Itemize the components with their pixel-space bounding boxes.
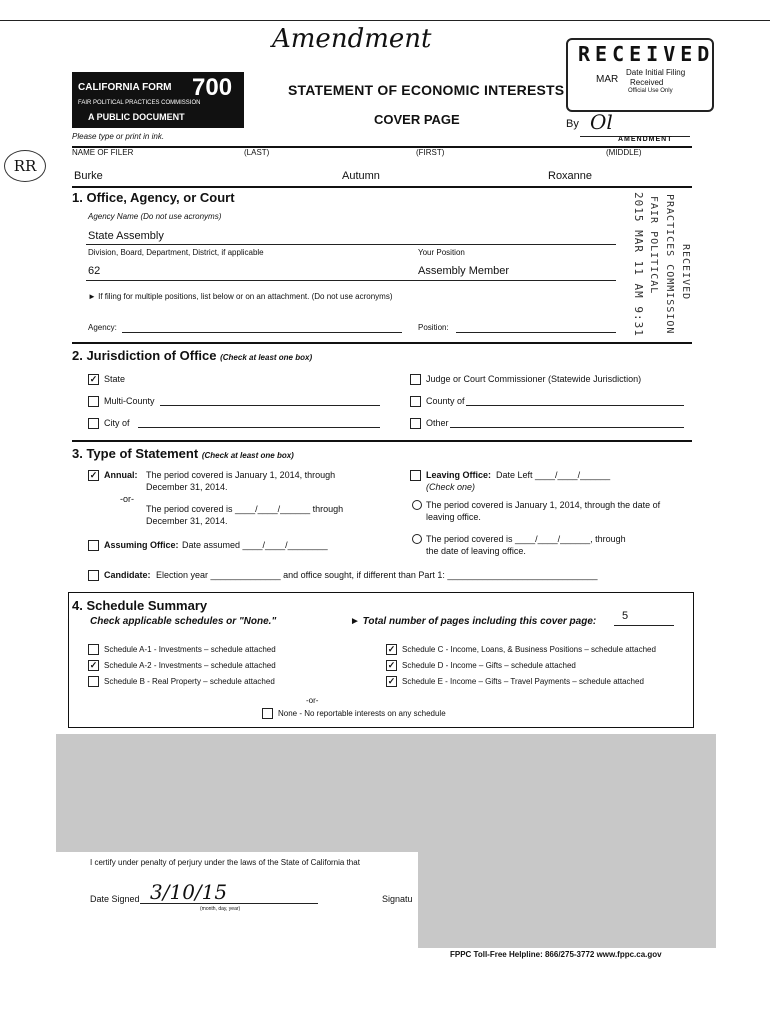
- schedule-a1-label: Schedule A-1 - Investments – schedule attached: [104, 645, 276, 654]
- filer-middle-name: Roxanne: [548, 170, 593, 182]
- annual-text2: December 31, 2014.: [146, 482, 228, 492]
- date-signed-value: 3/10/15: [150, 880, 228, 904]
- leaving-label: Leaving Office:: [426, 470, 492, 480]
- stamp-month: MAR: [596, 74, 619, 85]
- section4-or: -or-: [306, 696, 319, 705]
- assuming-text: Date assumed ____/____/________: [182, 540, 328, 550]
- top-rule: [0, 20, 770, 21]
- position-line-label: Position:: [418, 323, 449, 332]
- side-stamp-line3: PRACTICES COMMISSION: [664, 194, 675, 335]
- stamp-received: Received: [630, 78, 664, 87]
- form-700-badge: [72, 72, 244, 128]
- city-checkbox[interactable]: [88, 418, 99, 429]
- filer-last-name: Burke: [74, 170, 103, 182]
- redaction-block-lower: [418, 852, 716, 948]
- multiple-positions-note: ► If filing for multiple positions, list below or on an attachment. (Do not use acronyms): [88, 292, 393, 301]
- schedule-b-checkbox[interactable]: [88, 676, 99, 687]
- city-label: City of: [104, 418, 130, 428]
- date-signed-line: [140, 903, 318, 904]
- annual-checkbox[interactable]: ✓: [89, 470, 98, 480]
- badge-line1: CALIFORNIA FORM: [78, 82, 172, 93]
- state-checkbox[interactable]: ✓: [89, 374, 98, 384]
- leaving-option2b: the date of leaving office.: [426, 546, 526, 556]
- side-stamp-line4: RECEIVED: [680, 244, 691, 301]
- county-checkbox[interactable]: [410, 396, 421, 407]
- helpline: FPPC Toll-Free Helpline: 866/275-3772 www.fppc.ca.gov: [450, 950, 662, 959]
- annual-alt1: The period covered is ____/____/______ through: [146, 504, 344, 514]
- other-line: [450, 427, 684, 428]
- annual-alt2: December 31, 2014.: [146, 516, 228, 526]
- received-stamp-word: RECEIVED: [578, 42, 715, 66]
- leaving-option1-radio[interactable]: [412, 500, 422, 510]
- public-document-label: A PUBLIC DOCUMENT: [88, 112, 185, 122]
- side-stamp-date: 2015 MAR 11 AM 9:31: [632, 192, 645, 337]
- annual-text1: The period covered is January 1, 2014, through: [146, 470, 336, 480]
- schedule-e-label: Schedule E - Income – Gifts – Travel Payments – schedule attached: [402, 677, 644, 686]
- initials-circle: RR: [4, 150, 46, 182]
- section2-bottom-rule: [72, 440, 692, 442]
- schedule-a1-checkbox[interactable]: [88, 644, 99, 655]
- multi-county-label: Multi-County: [104, 396, 155, 406]
- section3-hint: (Check at least one box): [201, 451, 294, 460]
- total-pages-label: ► Total number of pages including this cover page:: [350, 616, 597, 627]
- schedule-e-checkbox[interactable]: ✓: [387, 676, 396, 686]
- assuming-label: Assuming Office:: [104, 540, 179, 550]
- position-label: Your Position: [418, 248, 465, 257]
- stamp-by: By: [566, 118, 579, 130]
- leaving-checkbox[interactable]: [410, 470, 421, 481]
- section4-check-label: Check applicable schedules or "None.": [90, 616, 277, 627]
- other-label: Other: [426, 418, 449, 428]
- section4-title: 4. Schedule Summary: [72, 598, 208, 613]
- section2-title: 2. Jurisdiction of Office (Check at least one box): [72, 348, 313, 363]
- candidate-label: Candidate:: [104, 570, 151, 580]
- none-label: None - No reportable interests on any schedule: [278, 709, 446, 718]
- leaving-option1b: leaving office.: [426, 512, 481, 522]
- county-line: [466, 405, 684, 406]
- side-stamp-line2: FAIR POLITICAL: [648, 196, 659, 295]
- county-label: County of: [426, 396, 465, 406]
- multi-position-line: [456, 332, 616, 333]
- section2-hint: (Check at least one box): [220, 353, 313, 362]
- leaving-option2a: The period covered is ____/____/______, through: [426, 534, 626, 544]
- schedule-c-checkbox[interactable]: ✓: [387, 644, 396, 654]
- total-pages-value: 5: [622, 610, 629, 622]
- stamp-date-initial: Date Initial Filing: [626, 68, 686, 77]
- filer-bottom-rule: [72, 186, 692, 188]
- multi-county-line: [160, 405, 380, 406]
- stamp-initials-signature: Ol: [590, 110, 613, 134]
- none-checkbox[interactable]: [262, 708, 273, 719]
- other-checkbox[interactable]: [410, 418, 421, 429]
- signature-label: Signatu: [382, 894, 413, 904]
- judge-checkbox[interactable]: [410, 374, 421, 385]
- division-label: Division, Board, Department, District, if applicable: [88, 248, 264, 257]
- page-title: STATEMENT OF ECONOMIC INTERESTS: [288, 82, 565, 98]
- redaction-block-upper: [56, 734, 716, 852]
- date-signed-hint: (month, day, year): [200, 906, 241, 912]
- judge-label: Judge or Court Commissioner (Statewide Jurisdiction): [426, 374, 642, 384]
- schedule-d-checkbox[interactable]: ✓: [387, 660, 396, 670]
- agency-line-label: Agency:: [88, 323, 117, 332]
- agency-line: [86, 244, 616, 245]
- agency-name-value: State Assembly: [88, 230, 164, 242]
- filer-last-label: (LAST): [244, 148, 270, 157]
- filer-first-name: Autumn: [342, 170, 380, 182]
- multi-agency-line: [122, 332, 402, 333]
- leaving-option1a: The period covered is January 1, 2014, through the date of: [426, 500, 661, 510]
- section1-bottom-rule: [72, 342, 692, 344]
- city-line: [138, 427, 380, 428]
- multi-county-checkbox[interactable]: [88, 396, 99, 407]
- division-line: [86, 280, 616, 281]
- filer-middle-label: (MIDDLE): [606, 148, 642, 157]
- annual-or: -or-: [120, 494, 134, 504]
- leaving-text: Date Left ____/____/______: [496, 470, 611, 480]
- division-value: 62: [88, 265, 101, 277]
- candidate-text: Election year ______________ and office sought, if different than Part 1: ______________________________: [156, 570, 598, 580]
- state-label: State: [104, 374, 126, 384]
- stamp-official-use: Official Use Only: [628, 88, 673, 94]
- position-value: Assembly Member: [418, 265, 510, 277]
- schedule-c-label: Schedule C - Income, Loans, & Business Positions – schedule attached: [402, 645, 656, 654]
- please-type-note: Please type or print in ink.: [72, 132, 165, 141]
- leaving-check-one: (Check one): [426, 482, 476, 492]
- received-stamp: [566, 38, 714, 112]
- schedule-d-label: Schedule D - Income – Gifts – schedule attached: [402, 661, 576, 670]
- date-signed-label: Date Signed: [90, 894, 140, 904]
- filer-top-rule: [72, 146, 692, 148]
- stamp-amendment-label: AMENDMENT: [618, 136, 673, 143]
- section3-title: 3. Type of Statement (Check at least one box): [72, 446, 294, 461]
- annual-label: Annual:: [104, 470, 138, 480]
- schedule-a2-checkbox[interactable]: ✓: [89, 660, 98, 670]
- total-pages-line: [614, 625, 674, 626]
- schedule-b-label: Schedule B - Real Property – schedule attached: [104, 677, 275, 686]
- candidate-checkbox[interactable]: [88, 570, 99, 581]
- schedule-a2-label: Schedule A-2 - Investments – schedule attached: [104, 661, 276, 670]
- assuming-checkbox[interactable]: [88, 540, 99, 551]
- amendment-handwriting: Amendment: [272, 24, 432, 54]
- agency-name-label: Agency Name (Do not use acronyms): [88, 212, 222, 221]
- badge-line2: FAIR POLITICAL PRACTICES COMMISSION: [78, 100, 201, 106]
- section1-title: 1. Office, Agency, or Court: [72, 190, 235, 205]
- filer-first-label: (FIRST): [416, 148, 445, 157]
- leaving-option2-radio[interactable]: [412, 534, 422, 544]
- form-number: 700: [192, 74, 233, 101]
- filer-name-label: NAME OF FILER: [72, 148, 134, 157]
- page-subtitle: COVER PAGE: [374, 112, 460, 127]
- certify-text: I certify under penalty of perjury under the laws of the State of California that: [90, 858, 360, 867]
